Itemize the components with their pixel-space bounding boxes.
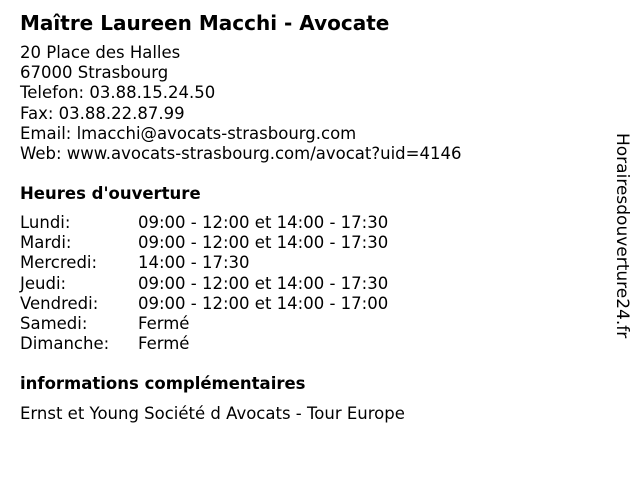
time-value: 09:00 - 12:00 et 14:00 - 17:30 <box>138 213 389 232</box>
time-value: 09:00 - 12:00 et 14:00 - 17:30 <box>138 273 389 293</box>
website-url: Web: www.avocats-strasbourg.com/avocat?uid=4146 <box>20 144 462 164</box>
page-title: Maître Laureen Macchi - Avocate <box>20 11 390 35</box>
day-label: Mercredi: <box>20 253 98 273</box>
time-value: 09:00 - 12:00 et 14:00 - 17:00 <box>138 293 389 313</box>
day-label: Mardi: <box>20 233 72 253</box>
watermark-text: Horairesdouverture24.fr <box>612 133 632 339</box>
day-label: Samedi: <box>20 313 88 333</box>
time-value: 09:00 - 12:00 et 14:00 - 17:30 <box>138 233 389 253</box>
phone-number: Telefon: 03.88.15.24.50 <box>20 83 216 103</box>
day-label: Vendredi: <box>20 293 99 313</box>
day-label: Jeudi: <box>20 273 67 293</box>
email-address: Email: lmacchi@avocats-strasbourg.com <box>20 123 357 143</box>
day-label: Lundi: <box>20 213 71 232</box>
additional-info-heading: informations complémentaires <box>20 374 306 393</box>
fax-number: Fax: 03.88.22.87.99 <box>20 103 185 123</box>
opening-hours-heading: Heures d'ouverture <box>20 184 201 203</box>
time-value: Fermé <box>138 334 190 354</box>
contact-block <box>20 43 461 164</box>
address-city: 67000 Strasbourg <box>20 63 169 83</box>
address-street: 20 Place des Halles <box>20 43 181 62</box>
time-value: Fermé <box>138 313 190 333</box>
site-watermark <box>612 133 634 373</box>
day-label: Dimanche: <box>20 334 110 354</box>
time-value: 14:00 - 17:30 <box>138 253 250 273</box>
additional-info-text: Ernst et Young Société d Avocats - Tour Europe <box>20 404 405 423</box>
